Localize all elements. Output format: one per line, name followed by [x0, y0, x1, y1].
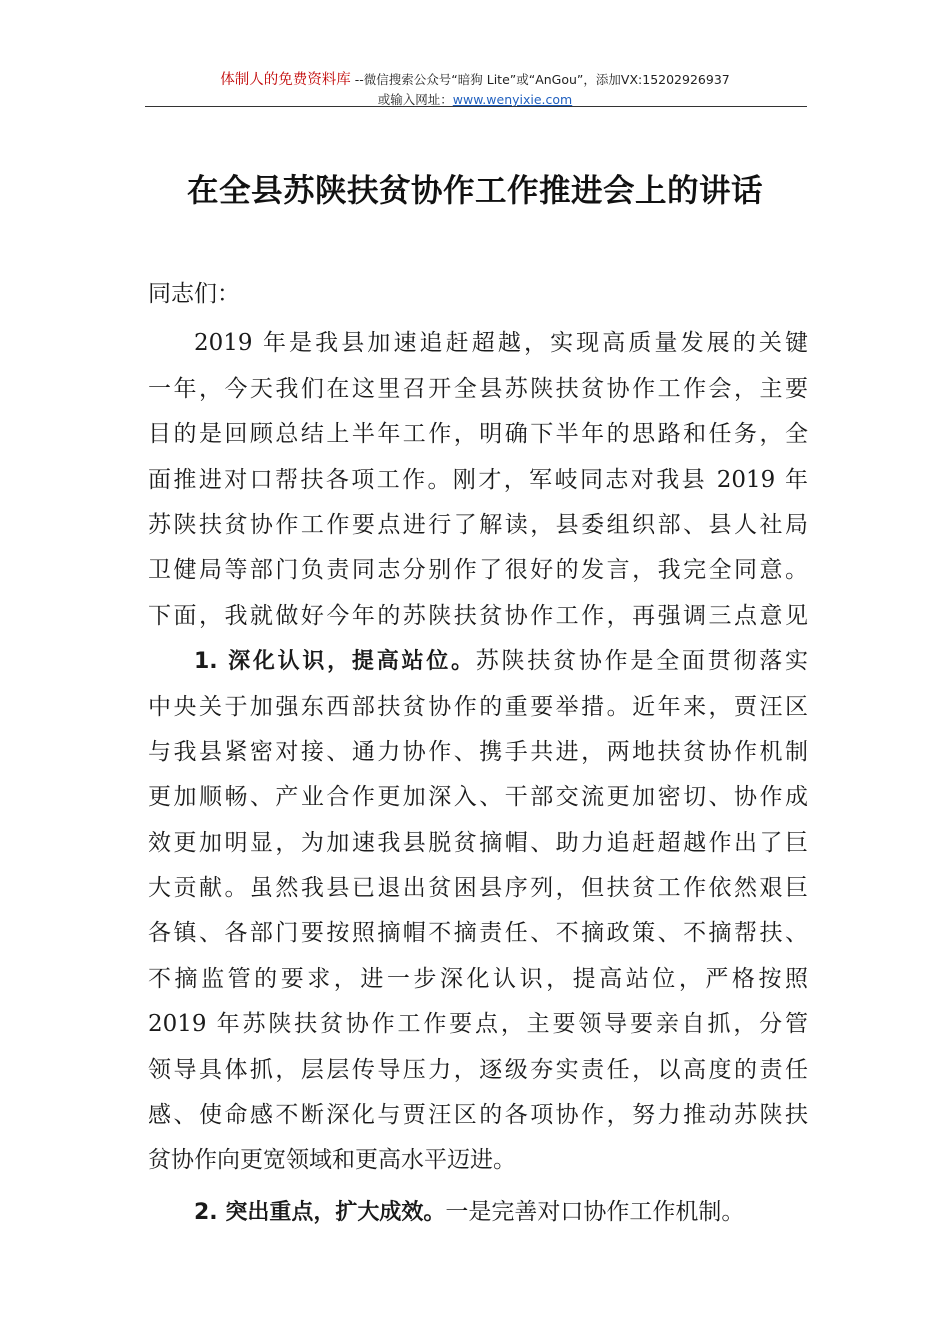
section-1-line: 2019 年苏陕扶贫协作工作要点，主要领导要亲自抓，分管 — [148, 1011, 808, 1038]
paragraph-1-line: 下面，我就做好今年的苏陕扶贫协作工作，再强调三点意见 — [148, 602, 808, 629]
section-2-intro: 一是完善对口协作工作机制。 — [445, 1198, 745, 1225]
header-url-link[interactable]: www.wenyixie.com — [452, 92, 573, 107]
section-2-heading: 2. 突出重点，扩大成效。 — [194, 1199, 446, 1225]
section-1-line: 大贡献。虽然我县已退出贫困县序列，但扶贫工作依然艰巨 — [148, 875, 808, 902]
section-2-first-line — [148, 1190, 808, 1235]
section-1-intro: 苏陕扶贫协作是全面贯彻落实 — [475, 648, 809, 675]
header-info: --微信搜索公众号“暗狗 Lite”或“AnGou”，添加VX:15202926937 — [350, 72, 730, 87]
header-divider — [145, 106, 807, 107]
document-title: 在全县苏陕扶贫协作工作推进会上的讲话 — [186, 172, 763, 209]
section-1-line: 不摘监管的要求，进一步深化认识，提高站位，严格按照 — [148, 965, 808, 992]
paragraph-1-line: 一年，今天我们在这里召开全县苏陕扶贫协作工作会，主要 — [148, 375, 808, 402]
paragraph-1-line: 2019 年是我县加速追赶超越，实现高质量发展的关键 — [194, 330, 808, 357]
section-1-line: 各镇、各部门要按照摘帽不摘责任、不摘政策、不摘帮扶、 — [148, 920, 808, 947]
paragraph-1-line: 目的是回顾总结上半年工作，明确下半年的思路和任务，全 — [148, 421, 808, 448]
section-1-heading: 1. 深化认识，提高站位。 — [194, 649, 476, 675]
section-1-line: 感、使命感不断深化与贾汪区的各项协作，努力推动苏陕扶 — [148, 1102, 808, 1129]
paragraph-1-line: 卫健局等部门负责同志分别作了很好的发言，我完全同意。 — [148, 557, 808, 584]
header-line-1 — [145, 70, 805, 90]
paragraph-1-line: 面推进对口帮扶各项工作。刚才，军岐同志对我县 2019 年 — [148, 466, 808, 493]
section-1-line: 效更加明显，为加速我县脱贫摘帽、助力追赶超越作出了巨 — [148, 829, 808, 856]
header-url-prefix: 或输入网址： — [377, 92, 453, 107]
section-1-line: 更加顺畅、产业合作更加深入、干部交流更加密切、协作成 — [148, 784, 808, 811]
section-1-line: 领导具体抓，层层传导压力，逐级夯实责任，以高度的责任 — [148, 1056, 808, 1083]
page-header — [145, 70, 805, 109]
greeting: 同志们： — [148, 281, 240, 307]
paragraph-1-line: 苏陕扶贫协作工作要点进行了解读，县委组织部、县人社局 — [148, 511, 808, 538]
document-body — [148, 272, 808, 1235]
section-1-line: 与我县紧密对接、通力协作、携手共进，两地扶贫协作机制 — [148, 738, 808, 765]
section-1-line: 中央关于加强东西部扶贫协作的重要举措。近年来，贾汪区 — [148, 693, 808, 720]
section-1-first-line — [148, 639, 808, 684]
header-brand: 体制人的免费资料库 — [220, 72, 351, 88]
section-1-line: 贫协作向更宽领域和更高水平迈进。 — [148, 1147, 516, 1174]
